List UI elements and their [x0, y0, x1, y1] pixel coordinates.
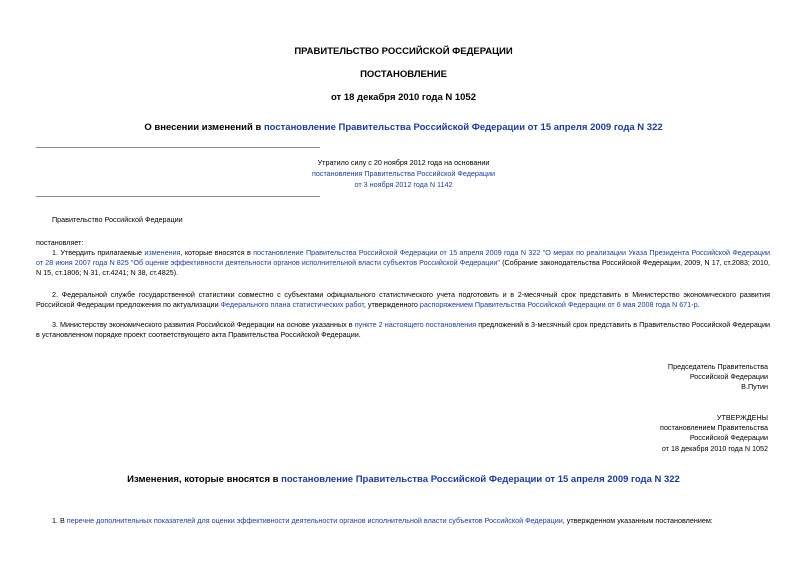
paragraph-1-link-resolution[interactable]: постановление Правительства Российской Федерации от 15 апреля 2009 года N 322 "О мерах по реализации Указа Президента Российской Федерации от 28 июня 2007 года N 825 "Об оценке эффективности деятельности органов исполнительной власти субъектов Российской Федерации": [36, 248, 770, 268]
document-title-link[interactable]: постановление Правительства Российской Федерации от 15 апреля 2009 года N 322: [263, 122, 663, 133]
paragraph-3: [36, 320, 770, 340]
paragraph-1-text-c: (Собрание законодательства Российской Федерации, 2009, N 17, ст.2083; 2010, N 15, ст.1806; N 31, ст.4241; N 38, ст.4825).: [36, 258, 770, 278]
paragraph-2: [36, 290, 770, 310]
changes-title: [0, 474, 807, 485]
paragraph-1: [36, 248, 770, 279]
changes-title-prefix: Изменения, которые вносятся в: [127, 474, 282, 485]
notice-link-line-3[interactable]: от 3 ноября 2012 года N 1142: [354, 180, 453, 189]
document-date-number: от 18 декабря 2010 года N 1052: [330, 92, 476, 103]
item-1: [52, 516, 782, 526]
item-1-text-b: , утвержденном указанным постановлением:: [562, 516, 713, 525]
item-1-text-a: 1. В: [52, 516, 67, 525]
paragraph-2-text-c: .: [697, 300, 700, 310]
paragraph-1-link-changes[interactable]: изменения: [144, 248, 181, 257]
paragraph-1-text-a: 1. Утвердить прилагаемые: [52, 248, 145, 257]
decides-text: постановляет:: [36, 238, 84, 247]
paragraph-3-text-b: предложений в 3-месячный срок представить в Правительство Российской Федерации в установленном порядке проект соответствующего акта Правительства Российской Федерации.: [36, 320, 770, 340]
paragraph-3-link-item[interactable]: пункте 2 настоящего постановления: [354, 320, 477, 329]
document-title: [0, 122, 807, 133]
paragraph-1-text-b: , которые вносятся в: [180, 248, 254, 257]
changes-title-link[interactable]: постановление Правительства Российской Федерации от 15 апреля 2009 года N 322: [281, 474, 680, 485]
intro-text: Правительство Российской Федерации: [52, 215, 183, 224]
paragraph-2-text-a: 2. Федеральной службе государственной статистики совместно с субъектами официального статистического учета подготовить и в 2-месячный срок представить в Министерство экономического развития Российской Федерации предложения по актуализации: [36, 290, 770, 310]
notice-link-line-2[interactable]: постановления Правительства Российской Федерации: [311, 169, 496, 178]
government-heading: ПРАВИТЕЛЬСТВО РОССИЙСКОЙ ФЕДЕРАЦИИ: [294, 46, 513, 57]
paragraph-2-link-plan[interactable]: Федерального плана статистических работ: [220, 300, 364, 310]
signature-line-2: Российской Федерации: [689, 372, 768, 381]
paragraph-2-text-b: , утвержденного: [363, 300, 420, 310]
document-type: ПОСТАНОВЛЕНИЕ: [360, 69, 447, 80]
signature-name: В.Путин: [741, 382, 768, 391]
approved-line-3: Российской Федерации: [689, 433, 768, 442]
approved-line-2: постановлением Правительства: [660, 423, 768, 432]
notice-line-1: Утратило силу с 20 ноября 2012 года на основании: [317, 158, 490, 167]
approved-line-1: УТВЕРЖДЕНЫ: [716, 413, 768, 422]
notice-bottom-divider: [36, 196, 320, 197]
approved-line-4: от 18 декабря 2010 года N 1052: [661, 444, 768, 453]
paragraph-2-link-order[interactable]: распоряжением Правительства Российской Федерации от 6 мая 2008 года N 671-р: [419, 300, 698, 310]
document-title-prefix: О внесении изменений в: [144, 122, 264, 133]
signature-line-1: Председатель Правительства: [667, 362, 768, 371]
paragraph-3-text-a: 3. Министерству экономического развития Российской Федерации на основе указанных в: [52, 320, 355, 329]
item-1-link-list[interactable]: перечне дополнительных показателей для оценки эффективности деятельности органов исполнительной власти субъектов Российской Федерации: [66, 516, 563, 525]
notice-top-divider: [36, 147, 320, 148]
